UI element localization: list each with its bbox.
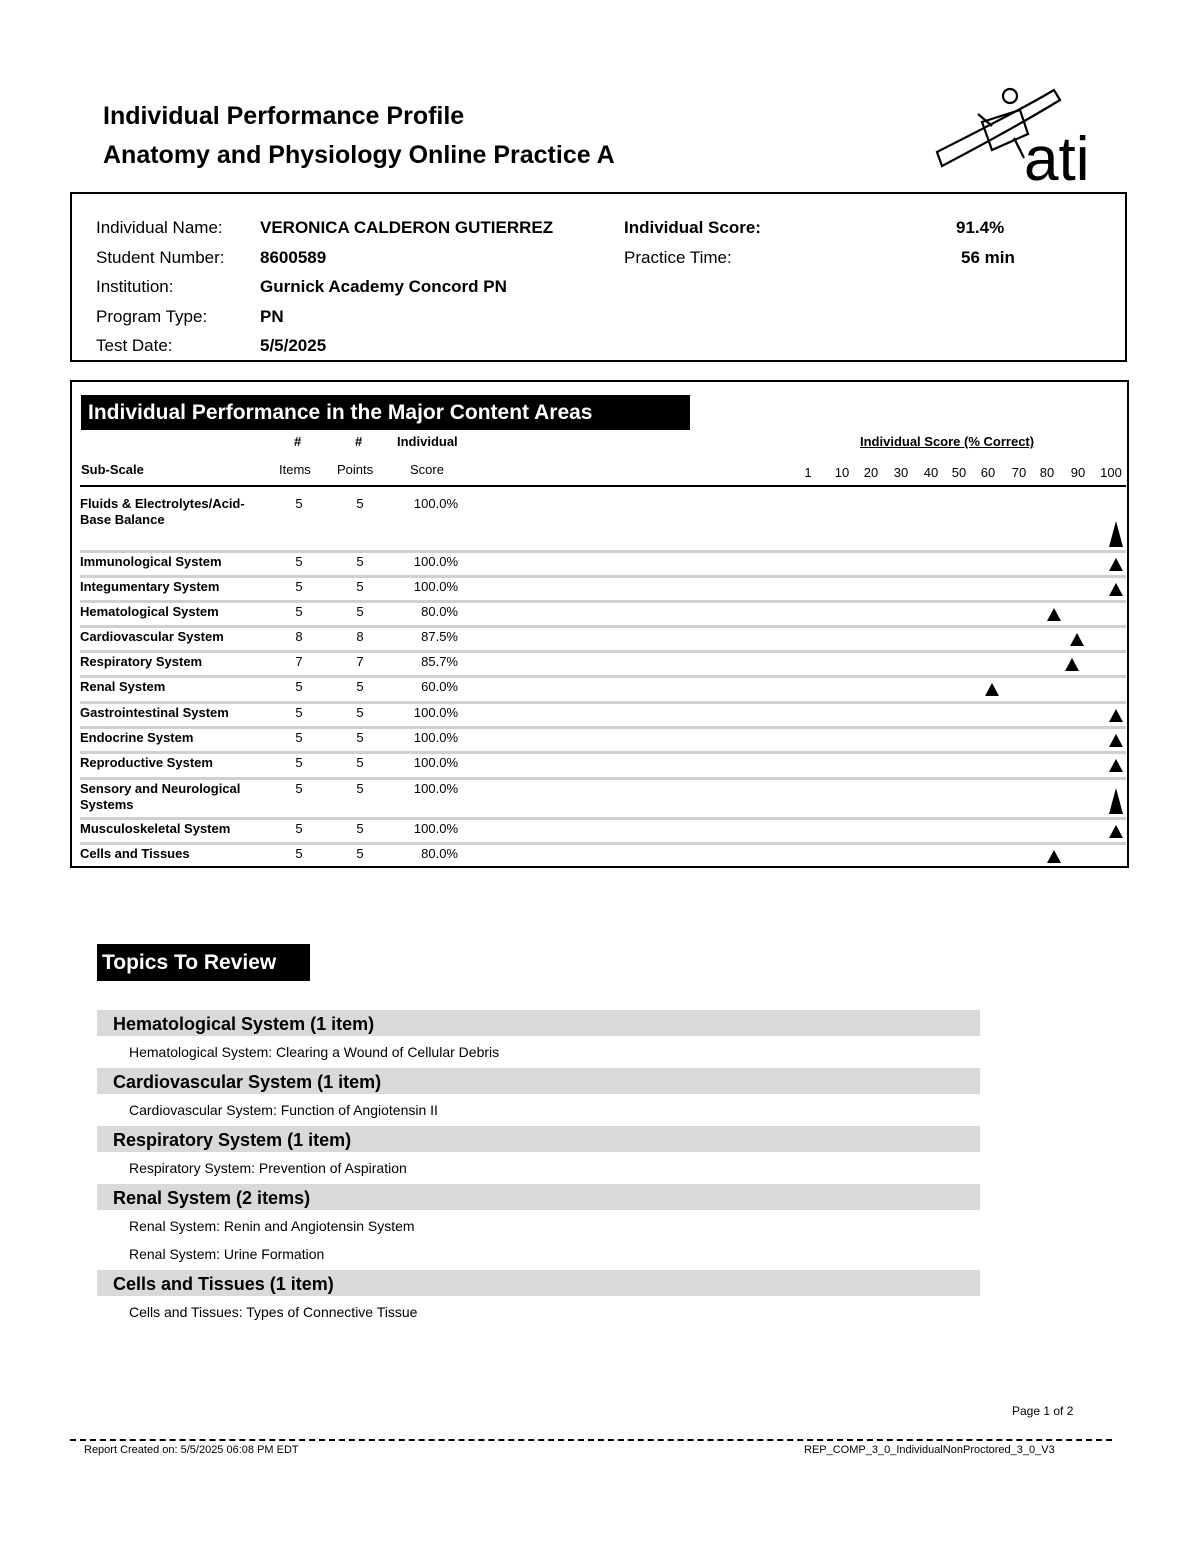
table-row: [80, 553, 1126, 578]
score-marker: [1109, 825, 1123, 838]
test-date-label: Test Date:: [96, 336, 173, 355]
individual-score: 87.5%: [421, 629, 458, 644]
points-col-header: Points: [337, 462, 374, 477]
topic-item: Cells and Tissues: Types of Connective Tissue: [129, 1304, 418, 1320]
points-count: 5: [356, 496, 364, 511]
subscale-name: Reproductive System: [80, 755, 213, 770]
table-row: [80, 704, 1126, 729]
name-label: Individual Name:: [96, 218, 223, 237]
score-marker: [1070, 633, 1084, 646]
subscale-name: Respiratory System: [80, 654, 203, 669]
points-count: 8: [356, 629, 364, 644]
table-row: [80, 628, 1126, 653]
subscale-name: Cells and Tissues: [80, 846, 190, 861]
axis-tick-label: 60: [980, 465, 996, 480]
items-count: 5: [295, 554, 303, 569]
subscale-name: Gastrointestinal System: [80, 705, 229, 720]
performance-section-header: Individual Performance in the Major Content Areas: [81, 395, 690, 430]
subscale-name: Endocrine System: [80, 730, 194, 745]
program-type-value: PN: [260, 307, 284, 326]
report-subtitle: Anatomy and Physiology Online Practice A: [103, 141, 615, 169]
individual-score: 80.0%: [421, 604, 458, 619]
ati-logo-icon: [932, 82, 1107, 187]
axis-tick-label: 90: [1070, 465, 1086, 480]
axis-tick-label: 50: [951, 465, 967, 480]
subscale-name: Immunological System: [80, 554, 222, 569]
footer-divider: [70, 1439, 1112, 1441]
axis-tick-label: 40: [923, 465, 939, 480]
score-marker: [1109, 759, 1123, 772]
table-header-rule: [80, 485, 1126, 487]
items-count: 5: [295, 755, 303, 770]
student-number-value: 8600589: [260, 248, 327, 267]
topic-item: Renal System: Renin and Angiotensin System: [129, 1218, 415, 1234]
table-row: [80, 678, 1126, 704]
table-row: [80, 820, 1126, 845]
points-count: 5: [356, 755, 364, 770]
axis-tick-label: 70: [1011, 465, 1027, 480]
table-row: [80, 754, 1126, 780]
subscale-name: Hematological System: [80, 604, 219, 619]
items-count: 5: [295, 679, 303, 694]
individual-score: 100.0%: [413, 781, 458, 796]
individual-score-label: Individual Score:: [624, 218, 761, 237]
table-row: [80, 495, 1126, 553]
individual-score: 100.0%: [413, 755, 458, 770]
points-col-top: #: [355, 434, 363, 449]
points-count: 5: [356, 679, 364, 694]
items-count: 5: [295, 730, 303, 745]
score-marker: [1109, 583, 1123, 596]
institution-label: Institution:: [96, 277, 174, 296]
axis-tick-label: 1: [804, 465, 812, 480]
topic-item: Hematological System: Clearing a Wound of Cellular Debris: [129, 1044, 500, 1060]
score-marker: [985, 683, 999, 696]
student-info-panel: [70, 192, 1127, 362]
items-col-header: Items: [279, 462, 311, 477]
points-count: 5: [356, 730, 364, 745]
topic-item: Respiratory System: Prevention of Aspiration: [129, 1160, 407, 1176]
axis-tick-label: 20: [863, 465, 879, 480]
score-marker: [1109, 521, 1123, 547]
table-row: [80, 845, 1126, 867]
institution-value: Gurnick Academy Concord PN: [260, 277, 507, 296]
test-date-value: 5/5/2025: [260, 336, 327, 355]
topics-section-header: Topics To Review: [97, 944, 310, 981]
student-number-label: Student Number:: [96, 248, 225, 267]
subscale-name: Fluids & Electrolytes/Acid-Base Balance: [80, 496, 245, 527]
table-row: [80, 603, 1126, 628]
individual-score: 100.0%: [413, 821, 458, 836]
axis-tick-label: 10: [834, 465, 850, 480]
score-marker: [1047, 608, 1061, 621]
items-count: 7: [295, 654, 303, 669]
program-type-label: Program Type:: [96, 307, 208, 326]
topic-group-header: Cardiovascular System (1 item): [97, 1068, 980, 1094]
subscale-name: Sensory and Neurological Systems: [80, 781, 241, 812]
score-marker: [1047, 850, 1061, 863]
individual-score: 100.0%: [413, 705, 458, 720]
table-row: [80, 653, 1126, 678]
individual-score: 100.0%: [413, 579, 458, 594]
score-marker: [1109, 558, 1123, 571]
points-count: 5: [356, 554, 364, 569]
points-count: 5: [356, 604, 364, 619]
items-col-top: #: [294, 434, 302, 449]
report-created: Report Created on: 5/5/2025 06:08 PM EDT: [84, 1444, 299, 1456]
items-count: 5: [295, 604, 303, 619]
logo-text: ati: [1024, 125, 1090, 187]
points-count: 5: [356, 579, 364, 594]
items-count: 5: [295, 705, 303, 720]
points-count: 5: [356, 846, 364, 861]
score-col-header: Score: [410, 462, 444, 477]
items-count: 8: [295, 629, 303, 644]
points-count: 5: [356, 821, 364, 836]
individual-score: 80.0%: [421, 846, 458, 861]
points-count: 5: [356, 781, 364, 796]
subscale-name: Musculoskeletal System: [80, 821, 231, 836]
score-marker: [1109, 788, 1123, 814]
table-row: [80, 780, 1126, 820]
individual-score: 60.0%: [421, 679, 458, 694]
axis-tick-label: 80: [1039, 465, 1055, 480]
score-marker: [1109, 734, 1123, 747]
items-count: 5: [295, 846, 303, 861]
points-count: 5: [356, 705, 364, 720]
subscale-name: Renal System: [80, 679, 166, 694]
score-col-top: Individual: [397, 434, 458, 449]
topic-group-header: Respiratory System (1 item): [97, 1126, 980, 1152]
axis-tick-label: 30: [893, 465, 909, 480]
name-value: VERONICA CALDERON GUTIERREZ: [260, 218, 554, 237]
axis-tick-label: 100: [1100, 465, 1122, 480]
subscale-name: Integumentary System: [80, 579, 220, 594]
report-id: REP_COMP_3_0_IndividualNonProctored_3_0_V3: [804, 1444, 1055, 1456]
table-row: [80, 578, 1126, 603]
practice-time-label: Practice Time:: [624, 248, 732, 267]
score-axis-title: Individual Score (% Correct): [860, 434, 1035, 449]
items-count: 5: [295, 781, 303, 796]
practice-time-value: 56 min: [961, 248, 1015, 267]
topic-group-header: Hematological System (1 item): [97, 1010, 980, 1036]
items-count: 5: [295, 496, 303, 511]
topic-item: Renal System: Urine Formation: [129, 1246, 325, 1262]
individual-score: 100.0%: [413, 730, 458, 745]
topic-item: Cardiovascular System: Function of Angiotensin II: [129, 1102, 438, 1118]
individual-score: 85.7%: [421, 654, 458, 669]
topic-group-header: Renal System (2 items): [97, 1184, 980, 1210]
items-count: 5: [295, 821, 303, 836]
individual-score: 100.0%: [413, 496, 458, 511]
table-row: [80, 729, 1126, 754]
subscale-name: Cardiovascular System: [80, 629, 224, 644]
topic-group-header: Cells and Tissues (1 item): [97, 1270, 980, 1296]
score-marker: [1109, 709, 1123, 722]
subscale-col-header: Sub-Scale: [81, 462, 144, 477]
report-title: Individual Performance Profile: [103, 102, 465, 130]
individual-score: 100.0%: [413, 554, 458, 569]
items-count: 5: [295, 579, 303, 594]
score-marker: [1065, 658, 1079, 671]
individual-score-value: 91.4%: [956, 218, 1005, 237]
page-number: Page 1 of 2: [1012, 1404, 1074, 1418]
points-count: 7: [356, 654, 364, 669]
